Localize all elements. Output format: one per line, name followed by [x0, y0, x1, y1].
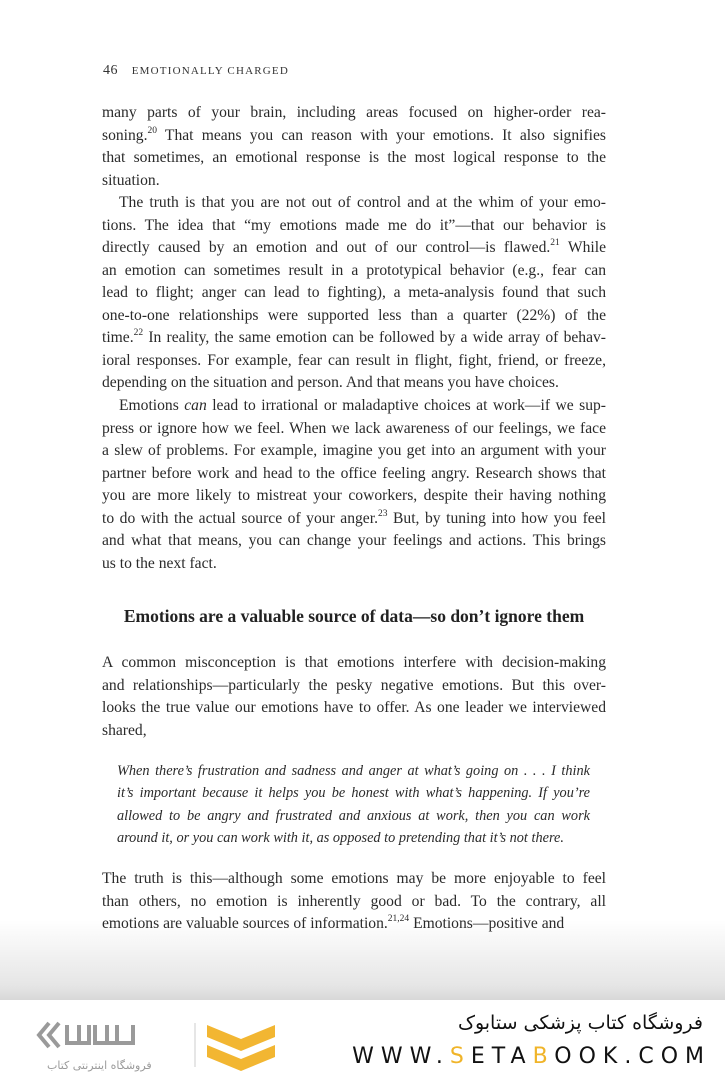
setabook-logo — [35, 1015, 280, 1075]
text-line — [117, 782, 590, 804]
text: While — [559, 239, 606, 256]
text: The truth is that you are not out of control and at the whim of your emo- — [119, 194, 606, 211]
text: and relationships—particularly the pesky negative emotions. But this over- — [102, 676, 606, 694]
text: and what that means, you can change your feelings and actions. This brings — [102, 532, 606, 549]
text: us to the next fact. — [102, 554, 217, 572]
url-part: OOK.COM — [554, 1044, 711, 1069]
footnote-ref: 21,24 — [387, 914, 410, 924]
text: press or ignore how we feel. When we lack awareness of our feelings, we face — [102, 419, 606, 437]
text-line — [102, 530, 606, 553]
paragraph-3 — [102, 395, 606, 575]
text-line — [102, 868, 606, 891]
text: Emotions — [119, 397, 185, 414]
store-name: فروشگاه کتاب پزشکی ستابوک — [457, 1012, 703, 1034]
text-line — [102, 327, 606, 350]
text-line — [102, 440, 606, 463]
text-line — [102, 553, 606, 576]
text-line — [102, 260, 606, 283]
text-line — [102, 102, 606, 125]
text-line — [102, 675, 606, 698]
text: time. — [102, 329, 134, 346]
text-line — [102, 305, 606, 328]
footnote-ref: 20 — [147, 125, 157, 136]
text: In reality, the same emotion can be followed by a wide array of behav- — [143, 329, 606, 346]
section-heading: Emotions are a valuable source of data—so don’t ignore them — [123, 606, 585, 626]
text-line — [102, 170, 606, 193]
url-accent: S — [449, 1044, 471, 1069]
svg-text:فروشگاه اینترنتی کتاب: فروشگاه اینترنتی کتاب — [47, 1059, 152, 1072]
text-line — [102, 913, 606, 936]
text: lead to flight; anger can lead to fighting), a meta-analysis found that such — [102, 284, 606, 301]
text: A common misconception is that emotions interfere with decision-making — [102, 654, 606, 671]
text: Emotions—positive and — [409, 915, 565, 932]
text: allowed to be angry and frustrated and anxious at work, then you can work — [117, 807, 590, 824]
text-line — [102, 463, 606, 486]
url-accent: B — [532, 1044, 555, 1069]
text-line — [102, 395, 606, 418]
text-line — [102, 215, 606, 238]
text-line — [117, 805, 590, 827]
footnote-ref: 21 — [550, 238, 560, 248]
text-line — [102, 372, 606, 395]
paragraph-5 — [102, 868, 606, 936]
text: directly caused by an emotion and out of our control—is flawed. — [102, 239, 551, 256]
text: it’s important because it helps you be honest with what’s happening. If you’re — [117, 785, 590, 802]
text: many parts of your brain, including areas focused on higher-order rea- — [102, 104, 606, 121]
text: than others, no emotion is inherently good or bad. To the contrary, all — [102, 892, 606, 910]
text-line — [102, 418, 606, 441]
text-line — [102, 652, 606, 675]
text-line — [102, 508, 606, 531]
text: depending on the situation and person. And that means you have choices. — [102, 374, 559, 391]
text: tions. The idea that “my emotions made me do it”—that our behavior is — [102, 216, 606, 234]
paragraph-4 — [102, 652, 606, 742]
text-line — [102, 125, 606, 148]
text: looks the true value our emotions have to offer. As one leader we interviewed — [102, 699, 606, 716]
text: to do with the actual source of your anger. — [102, 509, 378, 527]
paragraph-1 — [102, 102, 606, 192]
text: lead to irrational or maladaptive choices at work—if we sup- — [206, 397, 606, 414]
watermark-footer — [0, 1000, 725, 1079]
text: emotions are valuable sources of information. — [102, 915, 388, 932]
text: that sometimes, an emotional response is the most logical response to the — [102, 149, 606, 166]
store-url[interactable] — [352, 1044, 711, 1069]
text: shared, — [102, 721, 147, 739]
text: soning. — [102, 126, 148, 144]
text-line — [102, 237, 606, 260]
block-quote — [117, 760, 590, 849]
text-line — [102, 147, 606, 170]
text-line — [102, 891, 606, 914]
text-line — [102, 282, 606, 305]
text: around it, or you can work with it, as opposed to pretending that it’s not there. — [117, 829, 564, 846]
text: When there’s frustration and sadness and anger at what’s going on . . . I think — [117, 763, 590, 779]
text: situation. — [102, 171, 160, 189]
footnote-ref: 23 — [377, 508, 388, 519]
page-number: 46 — [103, 63, 118, 78]
text: one-to-one relationships were supported less than a quarter (22%) of the — [102, 306, 606, 324]
running-header — [103, 62, 289, 79]
text-line — [117, 827, 590, 849]
text: ioral responses. For example, fear can result in flight, fight, friend, or freeze, — [102, 351, 606, 369]
text-line — [102, 485, 606, 508]
text: The truth is this—although some emotions may be more enjoyable to feel — [102, 870, 606, 887]
text: But, by tuning into how you feel — [387, 509, 606, 527]
url-part: WWW. — [352, 1044, 450, 1069]
text: you are more likely to mistreat your coworkers, despite their having nothing — [102, 487, 606, 504]
text-line — [102, 720, 606, 743]
emphasis: can — [184, 397, 207, 414]
text-line — [117, 760, 590, 782]
text-line — [102, 697, 606, 720]
text: partner before work and head to the office feeling angry. Research shows that — [102, 464, 606, 482]
paragraph-2 — [102, 192, 606, 395]
url-part: ETA — [470, 1044, 533, 1069]
running-title: EMOTIONALLY CHARGED — [131, 65, 289, 77]
text: an emotion can sometimes result in a prototypical behavior (e.g., fear can — [102, 261, 606, 279]
text: That means you can reason with your emotions. It also signifies — [157, 126, 606, 144]
text-line — [102, 192, 606, 215]
footnote-ref: 22 — [133, 328, 144, 338]
text: a slew of problems. For example, imagine you get into an argument with your — [102, 442, 606, 459]
text-line — [102, 350, 606, 373]
